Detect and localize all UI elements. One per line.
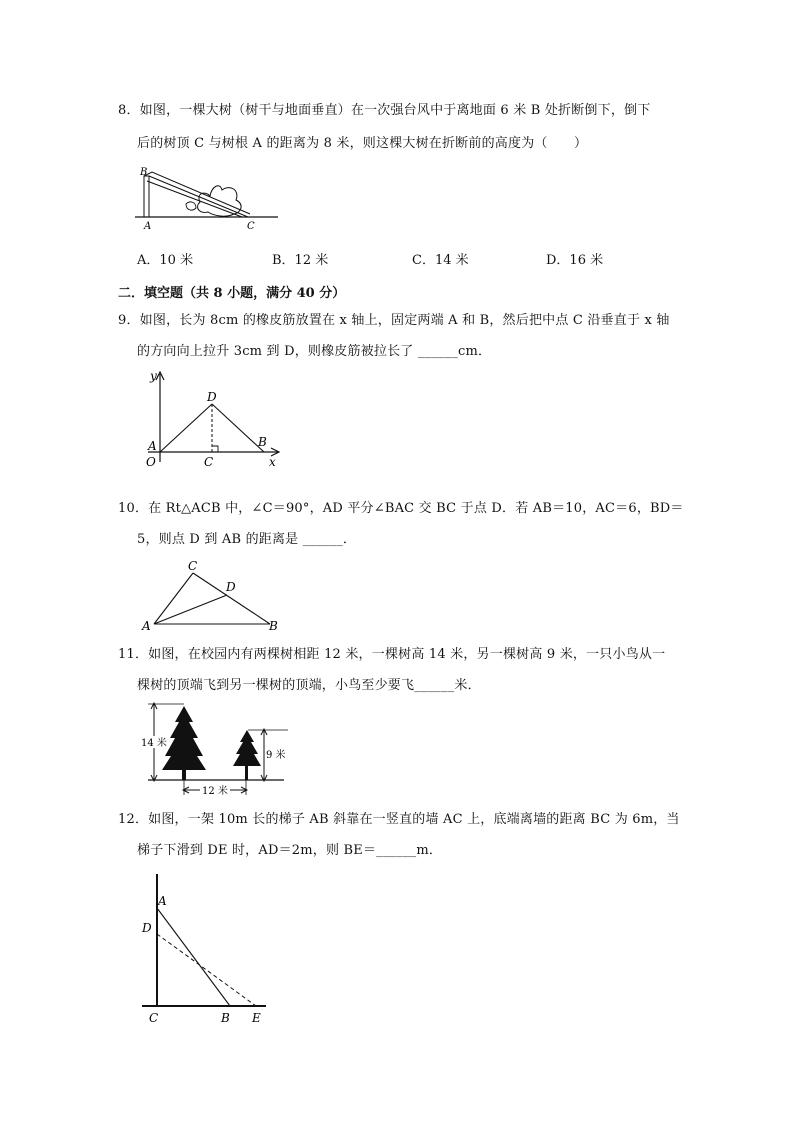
q12-label-c: C xyxy=(149,1011,159,1025)
section-2-title: 二．填空题（共 8 小题，满分 40 分） xyxy=(118,286,346,301)
q8-label-a: A xyxy=(144,221,152,232)
q8-option-b[interactable]: B．12 米 xyxy=(272,253,329,268)
q10-label-d: D xyxy=(226,580,236,594)
q9-label-d: D xyxy=(207,390,217,404)
q9-text-line2: 的方向向上拉升 3cm 到 D，则橡皮筋被拉长了 ______cm． xyxy=(137,344,492,359)
q12-text-line1: 12．如图，一架 10m 长的梯子 AB 斜靠在一竖直的墙 AC 上，底端离墙的距离 BC 为 6m，当 xyxy=(118,812,680,827)
q8-option-d[interactable]: D．16 米 xyxy=(546,253,604,268)
q10-text-line1: 10．在 Rt△ACB 中，∠C＝90°，AD 平分∠BAC 交 BC 于点 D．若 AB＝10，AC＝6，BD＝ xyxy=(118,501,684,516)
q9-label-y: y xyxy=(150,369,157,383)
q11-label-12m: 12 米 xyxy=(202,786,228,797)
q9-label-x: x xyxy=(269,455,276,469)
q10-text-line2: 5，则点 D 到 AB 的距离是 ______． xyxy=(137,532,357,547)
q11-trees-figure xyxy=(138,700,288,800)
q8-label-b: B xyxy=(140,167,148,178)
q8-label-c: C xyxy=(247,221,255,232)
q9-text-line1: 9．如图，长为 8cm 的橡皮筋放置在 x 轴上，固定两端 A 和 B，然后把中点 C 沿垂直于 x 轴 xyxy=(118,313,670,328)
q10-label-a: A xyxy=(142,619,151,633)
q9-label-o: O xyxy=(146,455,156,469)
q12-label-d: D xyxy=(142,921,152,935)
q8-text-line2: 后的树顶 C 与树根 A 的距离为 8 米，则这棵大树在折断前的高度为（ ） xyxy=(137,136,588,151)
q12-ladder-figure xyxy=(138,870,268,1030)
q8-option-c[interactable]: C．14 米 xyxy=(412,253,469,268)
q10-label-c: C xyxy=(188,559,198,573)
q11-text-line1: 11．如图，在校园内有两棵树相距 12 米，一棵树高 14 米，另一棵树高 9 米，一只小鸟从一 xyxy=(118,647,666,662)
q12-label-a: A xyxy=(158,894,167,908)
q11-label-14m: 14 米 xyxy=(141,738,167,749)
q8-tree-figure xyxy=(130,160,290,235)
q9-label-b: B xyxy=(258,435,267,449)
q12-text-line2: 梯子下滑到 DE 时，AD＝2m，则 BE＝______m． xyxy=(137,843,443,858)
q11-text-line2: 棵树的顶端飞到另一棵树的顶端，小鸟至少要飞______米． xyxy=(137,678,481,693)
q9-label-a: A xyxy=(148,439,157,453)
q9-label-c: C xyxy=(204,455,214,469)
q8-text-line1: 8．如图，一棵大树（树干与地面垂直）在一次强台风中于离地面 6 米 B 处折断倒下，倒下 xyxy=(118,103,651,118)
q11-label-9m: 9 米 xyxy=(266,750,286,761)
q12-label-e: E xyxy=(252,1011,261,1025)
q12-label-b: B xyxy=(221,1011,230,1025)
q9-coordinate-figure xyxy=(140,368,285,470)
q10-label-b: B xyxy=(269,619,278,633)
q10-triangle-figure xyxy=(138,557,288,633)
q8-option-a[interactable]: A．10 米 xyxy=(137,253,194,268)
